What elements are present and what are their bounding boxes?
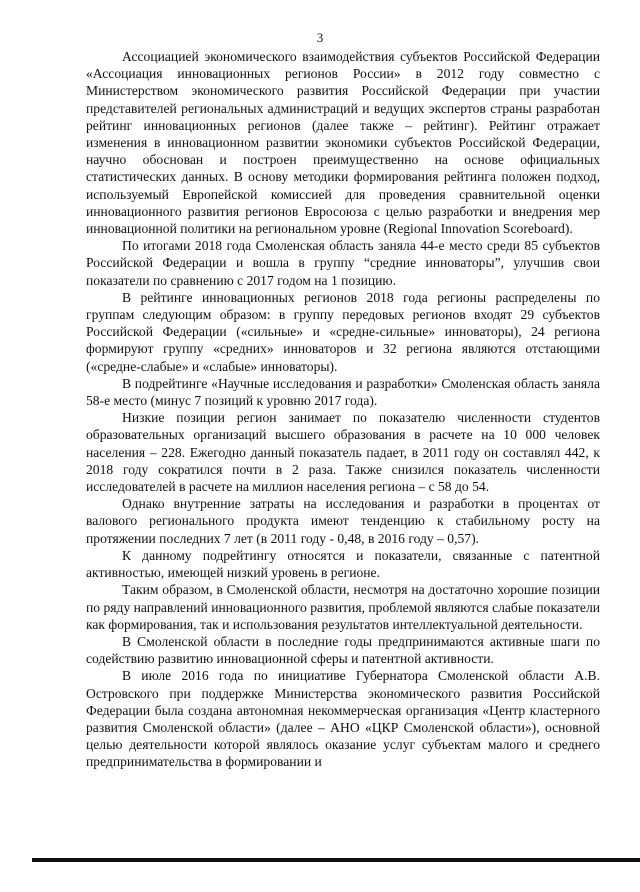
paragraph: По итогами 2018 года Смоленская область заняла 44-е место среди 85 субъектов Российской Федерации и вошла в группу “средние инноваторы”, улучшив свои показатели по сравнению с 2017 годом на 1 позицию. [86,238,600,288]
paragraph: Низкие позиции регион занимает по показателю численности студентов образовательных организаций высшего образования в расчете на 10 000 человек населения – 228. Ежегодно данный показатель падает, в 2011 году он составлял 442, к 2018 году сократился почти в 2 раза. Также снизился показатель численности исследователей в расчете на миллион населения региона – с 58 до 54. [86,410,600,495]
paragraph: К данному подрейтингу относятся и показатели, связанные с патентной активностью, имеющей низкий уровень в регионе. [86,547,600,581]
paragraph: Таким образом, в Смоленской области, несмотря на достаточно хорошие позиции по ряду направлений инновационного развития, проблемой являются слабые показатели как формирования, так и использования результатов интеллектуальной деятельности. [86,582,600,632]
bottom-rule [32,858,640,862]
document-body [86,48,600,771]
paragraph: В рейтинге инновационных регионов 2018 года регионы распределены по группам следующим образом: в группу передовых регионов входят 29 субъектов Российской Федерации («сильные» и «средне-сильные» инноваторы), 24 региона формируют группу «средних» инноваторов и 32 региона являются отстающими («средне-слабые» и «слабые» инноваторы). [86,289,600,374]
paragraph: Однако внутренние затраты на исследования и разработки в процентах от валового регионального продукта имеют тенденцию к стабильному росту на протяжении последних 7 лет (в 2011 году - 0,48, в 2016 году – 0,57). [86,496,600,546]
page-number: 3 [316,30,324,45]
paragraph: В подрейтинге «Научные исследования и разработки» Смоленская область заняла 58-е место (минус 7 позиций к уровню 2017 года). [86,375,600,409]
paragraph: В Смоленской области в последние годы предпринимаются активные шаги по содействию развитию инновационной сферы и патентной активности. [86,633,600,667]
paragraph: В июле 2016 года по инициативе Губернатора Смоленской области А.В. Островского при поддержке Министерства экономического развития Российской Федерации была создана автономная некоммерческая организация «Центр кластерного развития Смоленской области» (далее – АНО «ЦКР Смоленской области»), основной целью деятельности которой являлось оказание услуг субъектам малого и среднего предпринимательства в формировании и [86,668,600,770]
paragraph: Ассоциацией экономического взаимодействия субъектов Российской Федерации «Ассоциация инновационных регионов России» в 2012 году совместно с Министерством экономического развития Российской Федерации при участии представителей региональных администраций и ведущих экспертов страны разработан рейтинг инновационных регионов (далее также – рейтинг). Рейтинг отражает изменения в инновационном развитии экономики субъектов Российской Федерации, научно обоснован и построен преимущественно на основе официальных статистических данных. В основу методики формирования рейтинга положен подход, используемый Европейской комиссией для проведения сравнительной оценки инновационного развития регионов Евросоюза с целью разработки и внедрения мер инновационной политики на региональном уровне (Regional Innovation Scoreboard). [86,49,600,237]
